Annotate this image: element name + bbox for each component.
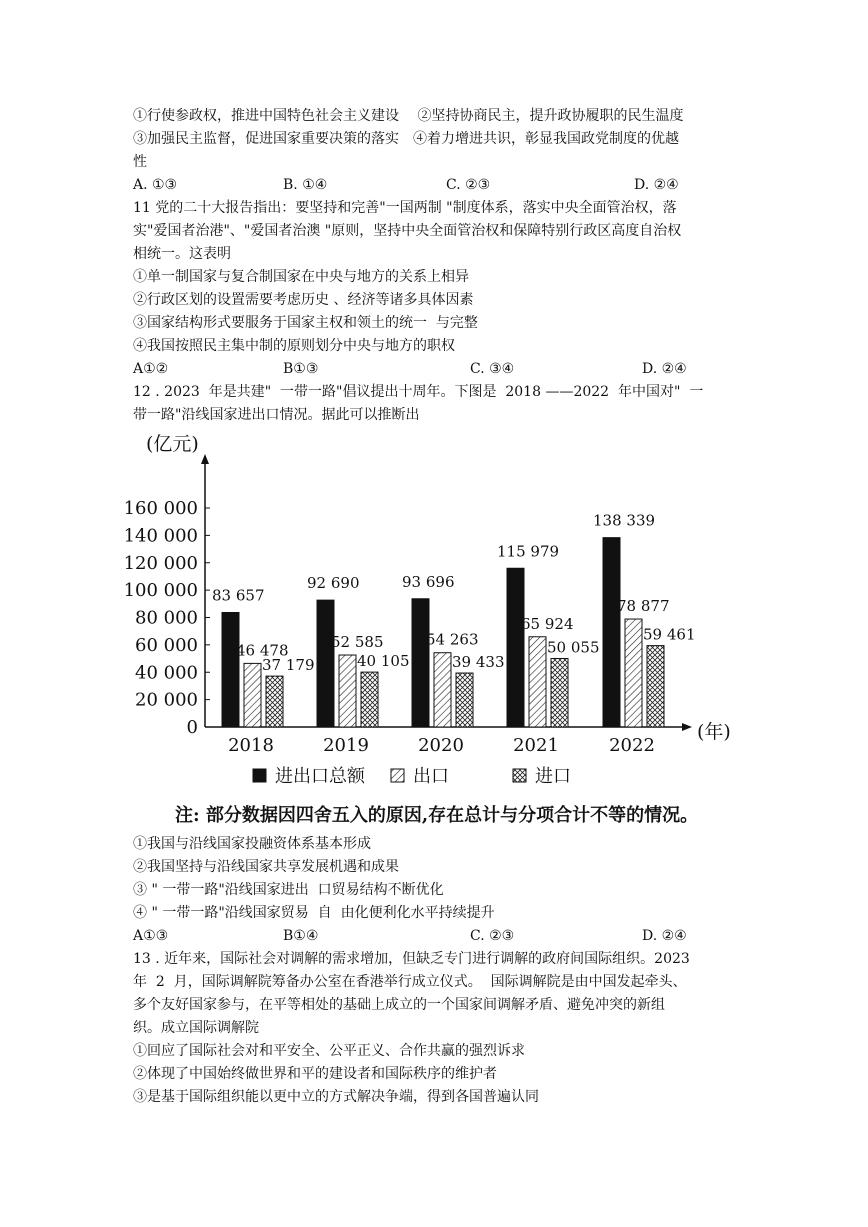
y-tick-label: 100 000: [123, 580, 198, 602]
x-tick-label: 2021: [513, 735, 559, 756]
q10-option-a[interactable]: A. ①③: [133, 177, 178, 193]
q11-option-a[interactable]: A①②: [133, 361, 169, 377]
y-tick-label: 40 000: [135, 662, 198, 684]
q12-line-1: 12 . 2023 年是共建" 一带一路"倡议提出十周年。下图是 2018 ——2022 年中国对" 一: [133, 384, 704, 400]
q11-line-5: ②行政区划的设置需要考虑历史 、经济等诸多具体因素: [133, 292, 474, 308]
q10-option-d[interactable]: D. ②④: [634, 177, 679, 193]
x-tick-label: 2019: [323, 735, 369, 756]
y-tick-label: 20 000: [135, 689, 198, 711]
bar: [647, 646, 664, 727]
q11-option-d[interactable]: D. ②④: [642, 361, 687, 377]
q11-line-4: ①单一制国家与复合制国家在中央与地方的关系上相异: [133, 269, 469, 285]
q10-line-2: ③加强民主监督，促进国家重要决策的落实 ④着力增进共识，彰显我国政党制度的优越: [133, 131, 679, 147]
y-tick-label: 140 000: [123, 525, 198, 547]
bar: [222, 612, 239, 727]
legend-swatch: [253, 769, 266, 782]
q12-option-b[interactable]: B①④: [283, 928, 319, 944]
data-label: 83 657: [212, 586, 265, 605]
q11-line-3: 相统一。这表明: [133, 246, 231, 262]
q12-choice-3: ③ " 一带一路"沿线国家进出 口贸易结构不断优化: [133, 882, 444, 898]
data-label: 138 339: [593, 511, 656, 530]
x-tick-label: 2022: [609, 735, 655, 756]
q10-option-b[interactable]: B. ①④: [283, 177, 328, 193]
bar: [339, 655, 356, 727]
bar: [603, 538, 620, 727]
bar: [434, 653, 451, 727]
legend-swatch: [513, 769, 526, 782]
y-tick-label: 0: [186, 717, 198, 738]
y-tick-label: 120 000: [123, 552, 198, 574]
data-label: 78 877: [617, 597, 670, 616]
q12-option-a[interactable]: A①③: [133, 928, 169, 944]
legend-label: 进口: [535, 766, 571, 787]
q13-line-5: ①回应了国际社会对和平安全、公平正义、合作共赢的强烈诉求: [133, 1043, 525, 1059]
q12-choice-4: ④ " 一带一路"沿线国家贸易 自 由化便利化水平持续提升: [133, 905, 495, 921]
y-tick-label: 80 000: [135, 607, 198, 629]
q12-line-2: 带一路"沿线国家进出口情况。据此可以推断出: [133, 407, 420, 423]
q11-line-1: 11 党的二十大报告指出：要坚持和完善"一国两制 "制度体系，落实中央全面管治权，落: [133, 200, 677, 216]
y-tick-label: 60 000: [135, 634, 198, 656]
q11-line-6: ③国家结构形式要服务于国家主权和领土的统一 与完整: [133, 315, 478, 331]
q12-choice-1: ①我国与沿线国家投融资体系基本形成: [133, 836, 371, 852]
q13-line-1: 13 . 近年来，国际社会对调解的需求增加，但缺乏专门进行调解的政府间国际组织。2023: [133, 951, 690, 967]
q13-line-3: 多个友好国家参与，在平等相处的基础上成立的一个国家间调解矛盾、避免冲突的新组: [133, 997, 665, 1013]
data-label: 93 696: [402, 572, 455, 591]
data-label: 46 478: [236, 641, 289, 660]
trade-bar-chart: [0, 420, 868, 800]
bar: [244, 663, 261, 727]
bar: [361, 672, 378, 727]
q10-option-c[interactable]: C. ②③: [446, 177, 491, 193]
bar: [412, 599, 429, 727]
q11-option-b[interactable]: B①③: [283, 361, 319, 377]
q11-line-2: 实"爱国者治港"、"爱国者治澳 "原则，坚持中央全面管治权和保障特别行政区高度自治权: [133, 223, 682, 239]
chart-note: 注: 部分数据因四舍五入的原因,存在总计与分项合计不等的情况。: [175, 805, 699, 826]
bar: [456, 673, 473, 727]
x-axis-arrow: [682, 723, 692, 731]
data-label: 54 263: [426, 630, 479, 649]
data-label: 37 179: [262, 656, 315, 675]
legend-label: 出口: [413, 766, 449, 787]
q13-line-4: 织。成立国际调解院: [133, 1020, 259, 1036]
bar: [625, 619, 642, 727]
data-label: 92 690: [307, 574, 360, 593]
bar: [317, 600, 334, 727]
q10-line-1: ①行使参政权，推进中国特色社会主义建设 ②坚持协商民主，提升政协履职的民生温度: [133, 108, 684, 124]
q13-line-6: ②体现了中国始终做世界和平的建设者和国际秩序的维护者: [133, 1066, 497, 1082]
bar: [551, 658, 568, 727]
q10-line-3: 性: [133, 154, 147, 170]
data-label: 50 055: [547, 638, 600, 657]
y-tick-label: 160 000: [123, 498, 198, 519]
x-tick-label: 2018: [228, 735, 274, 756]
data-label: 39 433: [452, 653, 505, 672]
bar: [266, 676, 283, 727]
x-tick-label: 2020: [418, 735, 464, 756]
y-axis-arrow: [201, 454, 209, 464]
q13-line-7: ③是基于国际组织能以更中立的方式解决争端，得到各国普遍认同: [133, 1089, 539, 1105]
q12-option-c[interactable]: C. ②③: [470, 928, 515, 944]
q11-option-c[interactable]: C. ③④: [470, 361, 515, 377]
bar: [529, 637, 546, 727]
y-axis-label: (亿元): [146, 433, 199, 455]
data-label: 65 924: [521, 614, 574, 633]
x-axis-label: (年): [697, 721, 731, 743]
data-label: 115 979: [497, 542, 560, 561]
data-label: 59 461: [643, 625, 696, 644]
q12-choice-2: ②我国坚持与沿线国家共享发展机遇和成果: [133, 859, 399, 875]
legend-label: 进出口总额: [275, 766, 365, 787]
q11-line-7: ④我国按照民主集中制的原则划分中央与地方的职权: [133, 338, 455, 354]
data-label: 40 105: [357, 652, 410, 671]
legend-swatch: [391, 769, 404, 782]
q12-option-d[interactable]: D. ②④: [642, 928, 687, 944]
q13-line-2: 年 2 月，国际调解院筹备办公室在香港举行成立仪式。 国际调解院是由中国发起牵头、: [133, 974, 687, 990]
data-label: 52 585: [331, 633, 384, 652]
bar: [507, 568, 524, 727]
